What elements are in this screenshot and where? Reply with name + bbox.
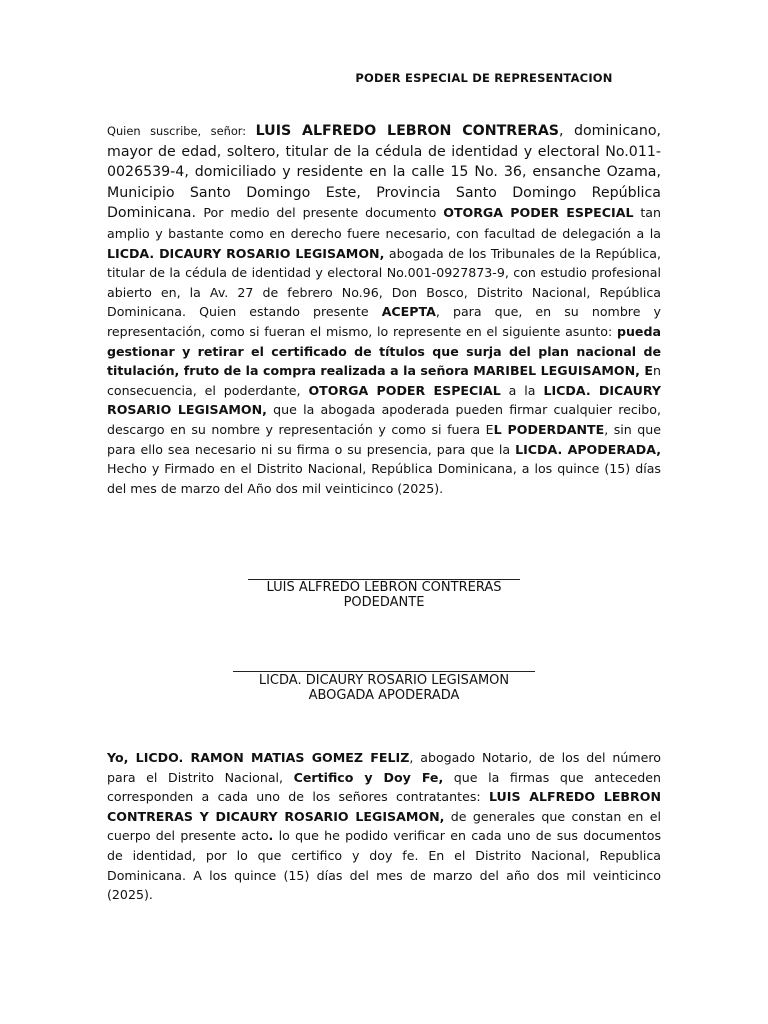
body-text: a la: [500, 382, 544, 398]
signer-role: PODEDANTE: [343, 595, 425, 610]
grantor-name: LUIS ALFREDO LEBRON CONTRERAS: [255, 123, 560, 139]
body-text: abogada de los Tribunales de la República, titular de la cédula de identidad y electoral No.001-0927873-9, con estudio profesional abierto en, la Av. 27 de febrero No.96, Don Bosco, Distrito Nacional, República Dominicana. Quien estando presente: [107, 245, 662, 320]
notary-name: Yo, LICDO. RAMON MATIAS GOMEZ FELIZ: [107, 750, 410, 765]
body-text: que la abogada apoderada pueden firmar cualquier recibo, descargo en su nombre y representación y como si fuera E: [107, 402, 661, 437]
notary-period: .: [268, 828, 274, 844]
signer-name: LICDA. DICAURY ROSARIO LEGISAMON: [258, 673, 510, 688]
attorney-name: LICDA. DICAURY ROSARIO LEGISAMON,: [107, 245, 385, 261]
attorney-name: LICDA. DICAURY ROSARIO LEGISAMON,: [107, 382, 661, 418]
notary-closing: lo que he podido verificar en cada uno de sus documentos de identidad, por lo que certifico y doy fe. En el Distrito Nacional, Republica Dominicana. A los quince (15) días del mes de marzo del año dos mil veinticinco (2025).: [107, 828, 662, 903]
accepts-phrase: ACEPTA: [381, 304, 436, 320]
grantor-details: , dominicano, mayor de edad, soltero, titular de la cédula de identidad y electoral No.011-0026539-4, domiciliado y residente en la calle 15 No. 36, ensanche Ozama, Municipio Santo Domingo Este, Provincia Santo Domingo República Dominicana.: [107, 123, 662, 222]
grantor-signature-block: [200, 579, 568, 610]
body-text: tan amplio y bastante como en derecho fuere necesario, con facultad de delegación a la: [107, 205, 661, 241]
notary-text: que la firmas que anteceden corresponden a cada uno de los señores contratantes:: [107, 769, 661, 805]
attorney-signature-block: [200, 671, 568, 703]
closing-text: Hecho y Firmado en el Distrito Nacional, República Dominicana, a los quince (15) días del mes de marzo del Año dos mil veinticinco (2025).: [107, 461, 661, 496]
body-text: , para que, en su nombre y representación, como si fueran el mismo, lo represente en el siguiente asunto:: [107, 304, 661, 339]
body-text: n consecuencia, el poderdante,: [107, 363, 661, 398]
notary-text: , abogado Notario, de los del número para el Distrito Nacional,: [107, 750, 661, 785]
contracting-parties: LUIS ALFREDO LEBRON CONTRERAS Y DICAURY ROSARIO LEGISAMON,: [107, 789, 661, 824]
notary-text: de generales que constan en el cuerpo del presente acto: [107, 808, 662, 844]
intro-text: Quien suscribe, señor:: [107, 124, 256, 138]
signature-line: [233, 671, 535, 672]
power-of-attorney-paragraph: [107, 121, 661, 498]
signer-role: ABOGADA APODERADA: [308, 688, 460, 703]
signer-name: LUIS ALFREDO LEBRON CONTRERAS: [266, 580, 502, 595]
matter-description: pueda gestionar y retirar el certificado de títulos que surja del plan nacional de titulación, fruto de la compra realizada a la señora MARIBEL LEGUISAMON, E: [107, 323, 661, 379]
grant-phrase: OTORGA PODER ESPECIAL: [443, 205, 634, 221]
certify-phrase: Certifico y Doy Fe,: [293, 769, 444, 785]
grantor-role: L PODERDANTE: [493, 421, 605, 437]
body-text: Por medio del presente documento: [203, 205, 444, 221]
grant-phrase: OTORGA PODER ESPECIAL: [308, 382, 501, 398]
document-title: PODER ESPECIAL DE REPRESENTACION: [355, 71, 613, 85]
attorney-role: LICDA. APODERADA,: [515, 441, 661, 457]
body-text: , sin que para ello sea necesario ni su firma o su presencia, para que la: [107, 421, 661, 457]
notary-certification-paragraph: [107, 748, 661, 905]
